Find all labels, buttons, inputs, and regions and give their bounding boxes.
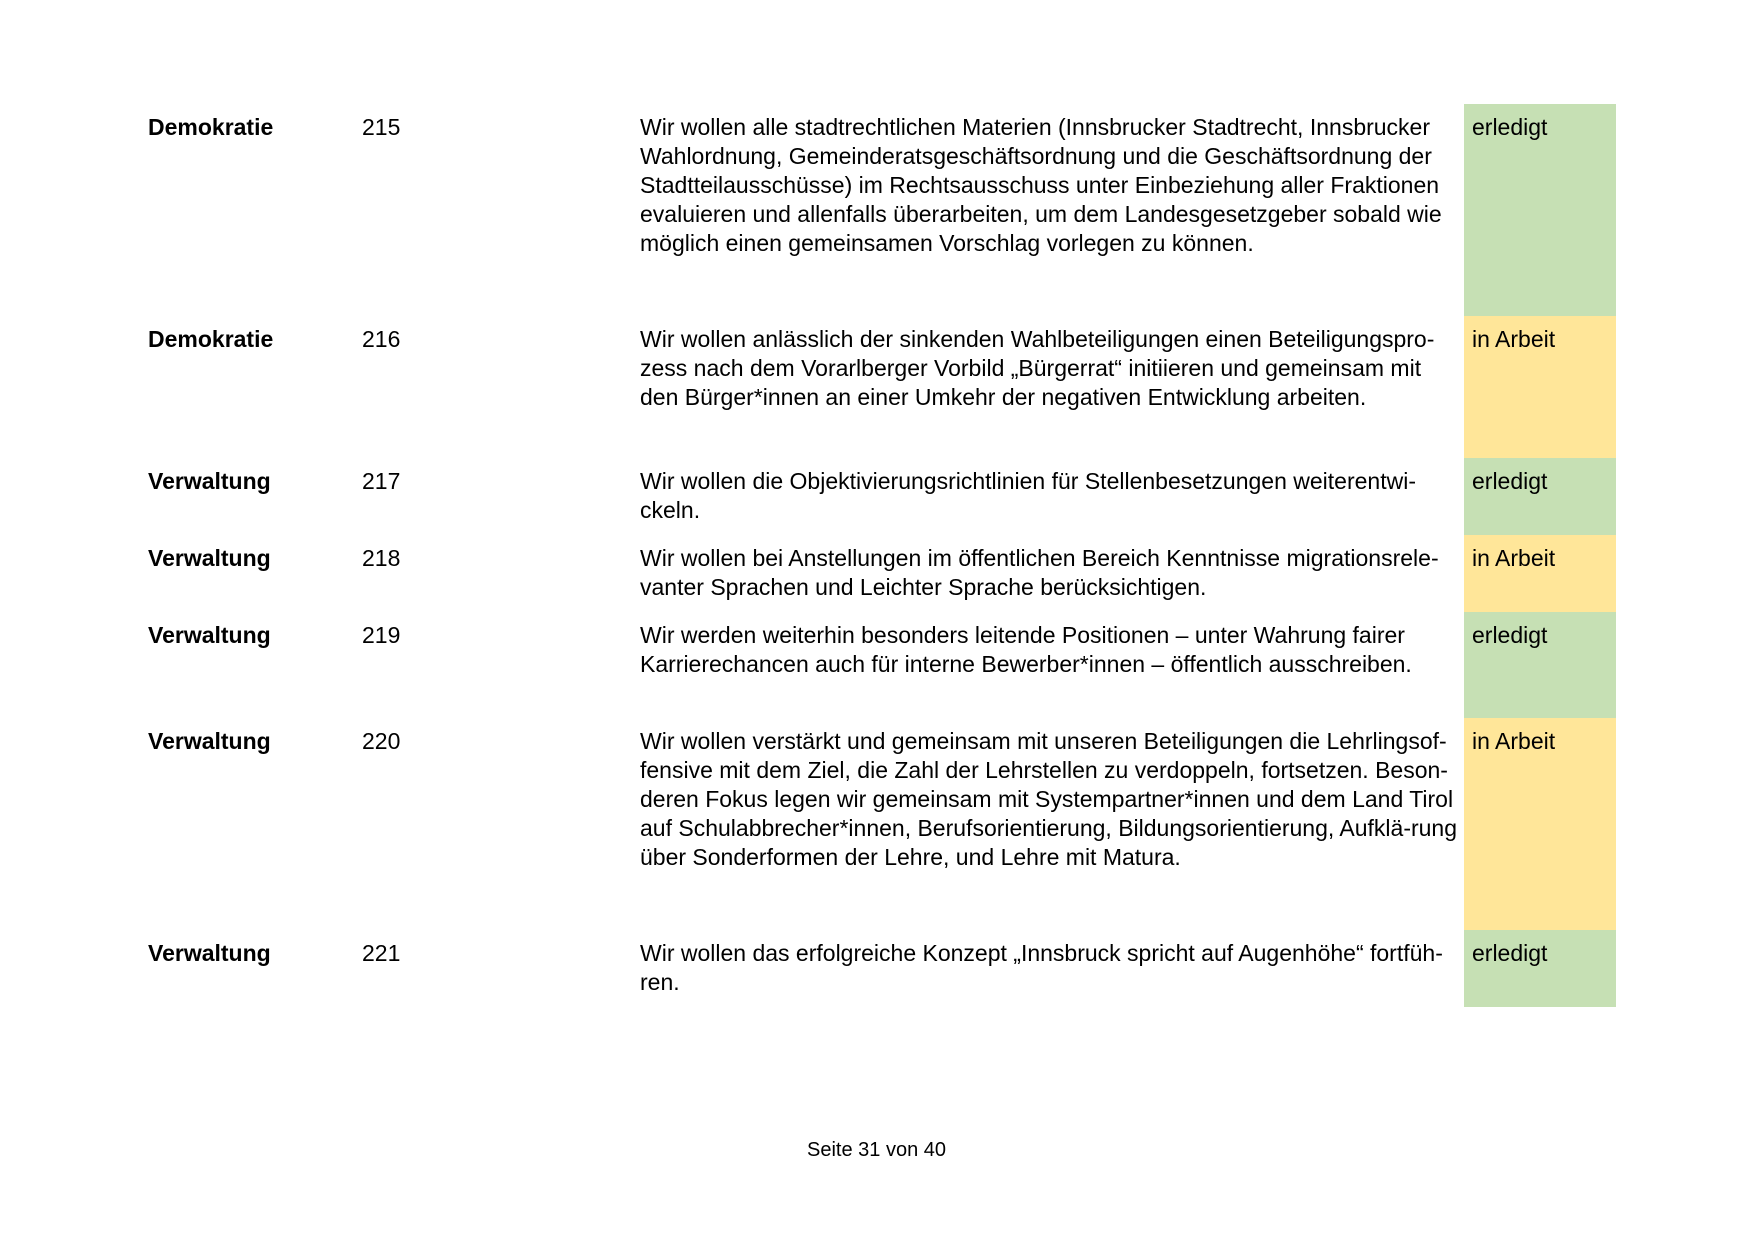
row-number: 215 <box>362 114 401 140</box>
row-category: Verwaltung <box>148 545 271 571</box>
row-category: Demokratie <box>148 114 274 140</box>
status-badge: in Arbeit <box>1464 535 1616 612</box>
status-badge: erledigt <box>1464 612 1616 718</box>
row-number: 217 <box>362 468 401 494</box>
measures-table <box>148 104 1616 1007</box>
row-category: Verwaltung <box>148 468 271 494</box>
row-category: Demokratie <box>148 326 274 352</box>
table-row <box>148 458 1616 535</box>
status-badge: erledigt <box>1464 104 1616 316</box>
page-number: Seite 31 von 40 <box>807 1139 946 1161</box>
row-number: 220 <box>362 728 401 754</box>
row-number: 216 <box>362 326 401 352</box>
status-badge: in Arbeit <box>1464 316 1616 458</box>
row-number: 218 <box>362 545 401 571</box>
status-badge: in Arbeit <box>1464 718 1616 930</box>
row-description: Wir wollen alle stadtrechtlichen Materien (Innsbrucker Stadtrecht, Innsbrucker Wahlordnung, Gemeinderatsgeschäftsordnung und die Geschäftsordnung der Stadtteilausschüsse) im Rechtsausschuss unter Einbeziehung aller Fraktionen evaluieren und allenfalls überarbeiten, um dem Landesgesetzgeber sobald wie möglich einen gemeinsamen Vorschlag vorlegen zu können. <box>640 114 1442 256</box>
status-badge: erledigt <box>1464 930 1616 1007</box>
status-badge: erledigt <box>1464 458 1616 535</box>
row-description: Wir wollen die Objektivierungsrichtlinien für Stellenbesetzungen weiterentwi-ckeln. <box>640 468 1416 523</box>
row-category: Verwaltung <box>148 728 271 754</box>
row-number: 221 <box>362 940 401 966</box>
row-description: Wir wollen das erfolgreiche Konzept „Innsbruck spricht auf Augenhöhe“ fortfüh-ren. <box>640 940 1443 995</box>
table-row <box>148 718 1616 930</box>
row-description: Wir wollen verstärkt und gemeinsam mit unseren Beteiligungen die Lehrlingsof-fensive mit dem Ziel, die Zahl der Lehrstellen zu verdoppeln, fortsetzen. Beson-deren Fokus legen wir gemeinsam mit Systempartner*innen und dem Land Tirol auf Schulabbrecher*innen, Berufsorientierung, Bildungsorientierung, Aufklä-rung über Sonderformen der Lehre, und Lehre mit Matura. <box>640 728 1458 870</box>
table-row <box>148 612 1616 718</box>
table-row <box>148 104 1616 316</box>
row-description: Wir werden weiterhin besonders leitende Positionen – unter Wahrung fairer Karrierechancen auch für interne Bewerber*innen – öffentlich ausschreiben. <box>640 622 1412 677</box>
row-number: 219 <box>362 622 401 648</box>
row-category: Verwaltung <box>148 622 271 648</box>
row-description: Wir wollen bei Anstellungen im öffentlichen Bereich Kenntnisse migrationsrele-vanter Sprachen und Leichter Sprache berücksichtigen. <box>640 545 1439 600</box>
row-category: Verwaltung <box>148 940 271 966</box>
table-row <box>148 930 1616 1007</box>
row-description: Wir wollen anlässlich der sinkenden Wahlbeteiligungen einen Beteiligungspro-zess nach dem Vorarlberger Vorbild „Bürgerrat“ initiieren und gemeinsam mit den Bürger*innen an einer Umkehr der negativen Entwicklung arbeiten. <box>640 326 1435 410</box>
table-row <box>148 535 1616 612</box>
table-row <box>148 316 1616 458</box>
